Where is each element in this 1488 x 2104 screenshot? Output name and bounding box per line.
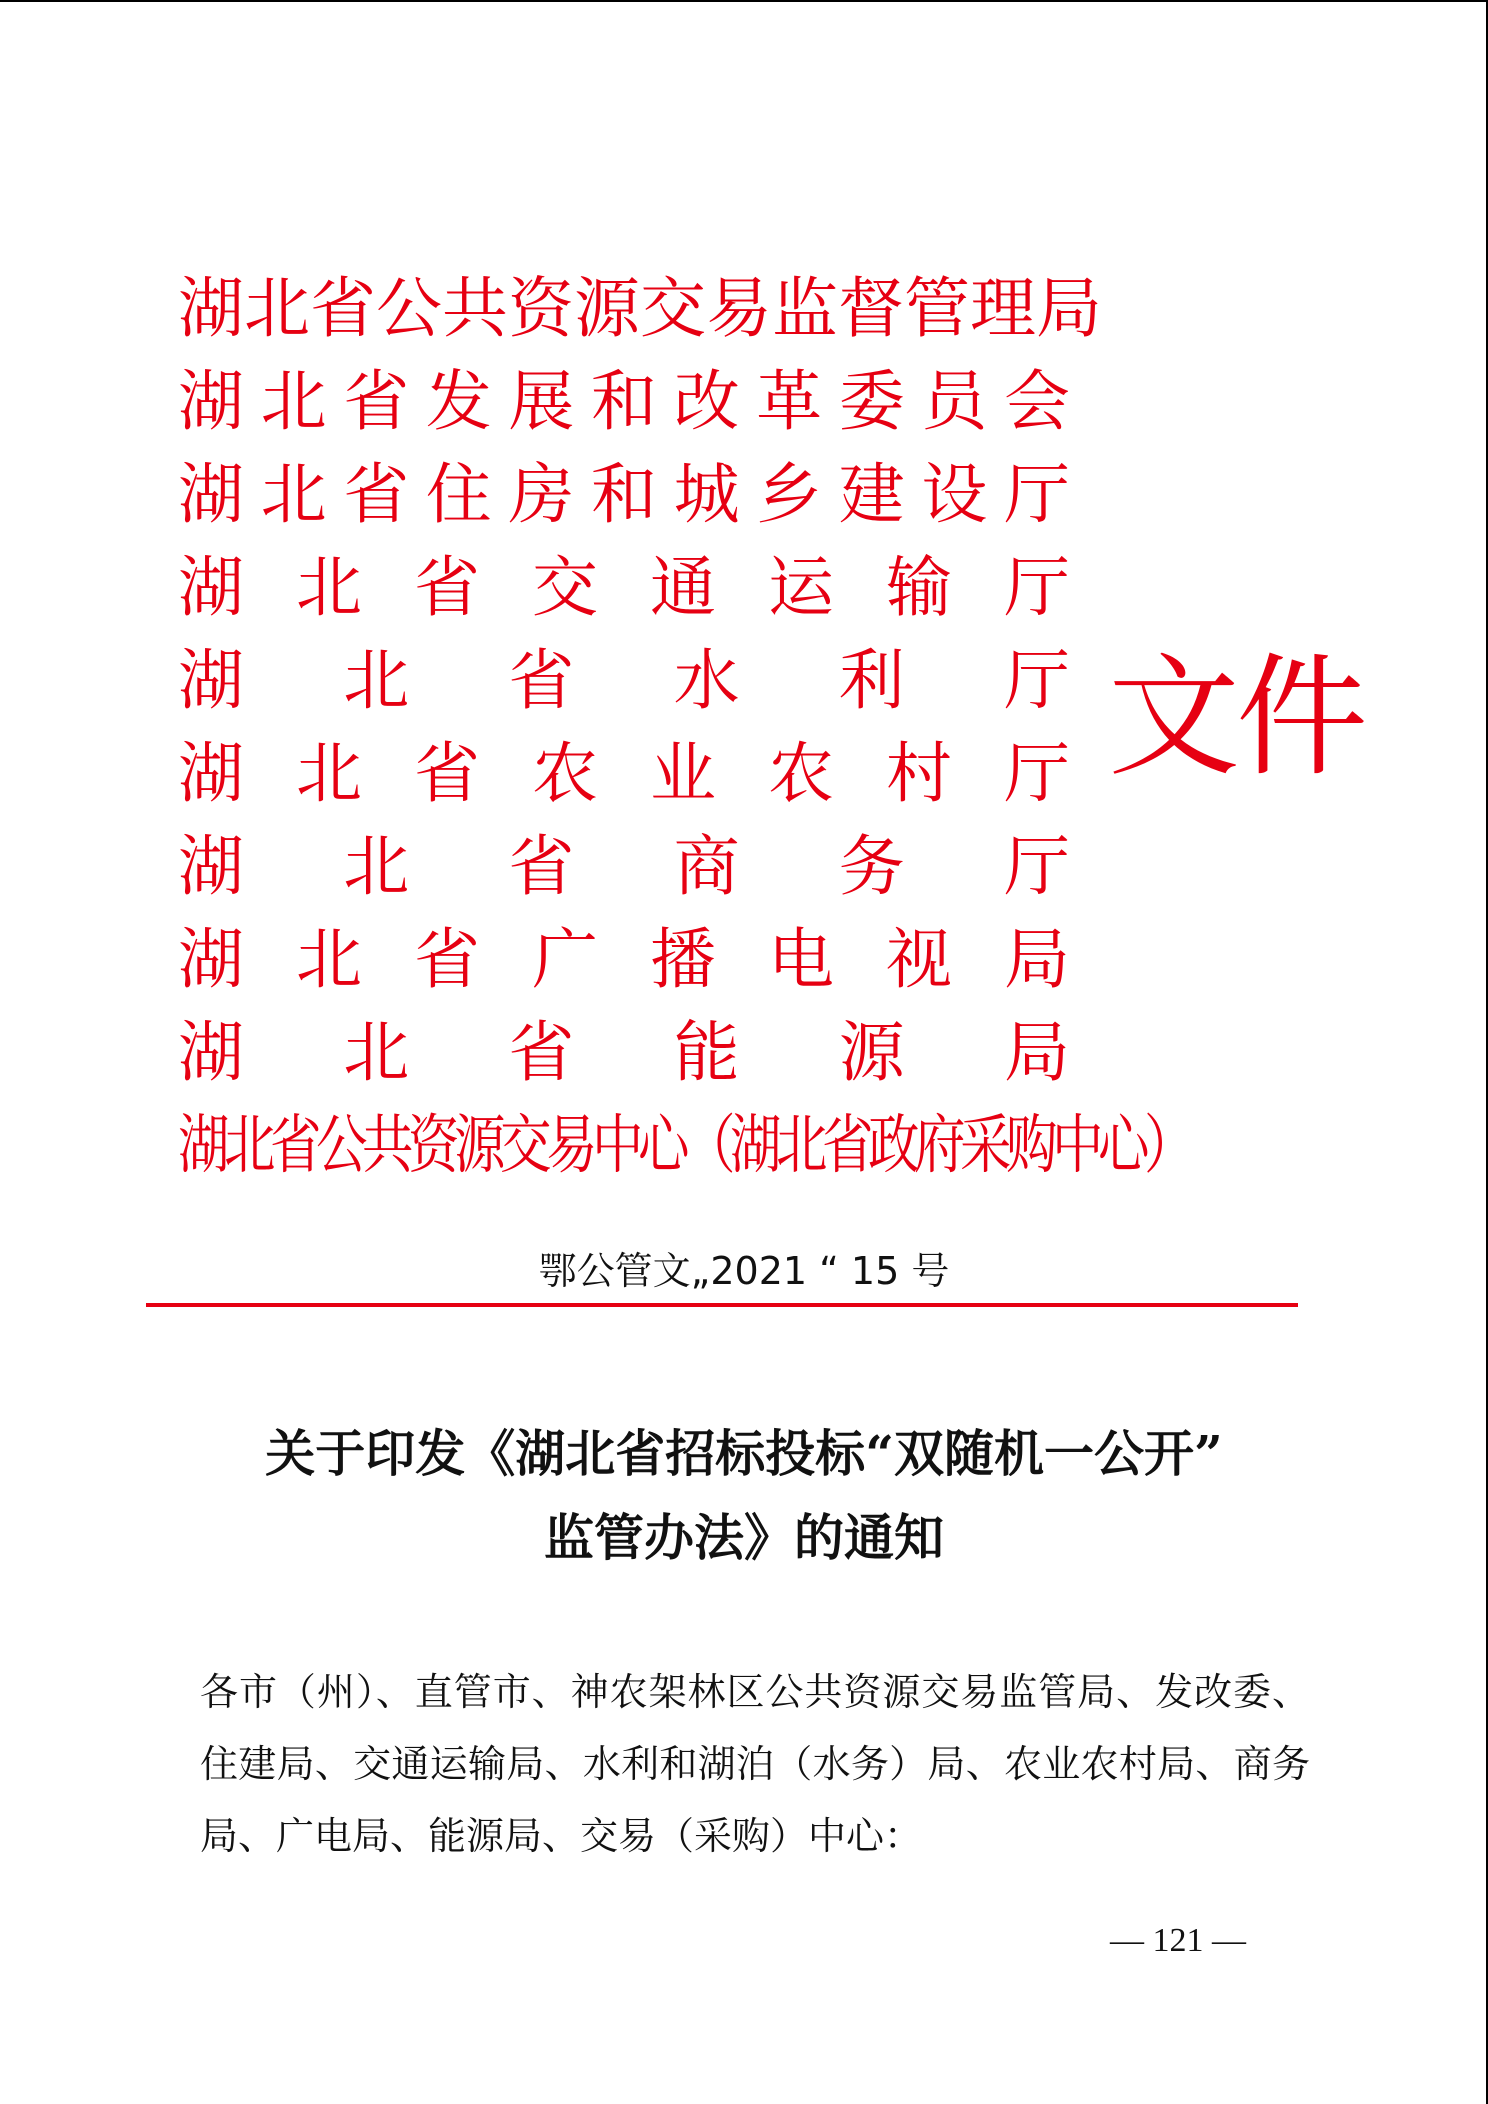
agency-char: 易 xyxy=(706,269,772,347)
document-title-line2: 监管办法》的通知 xyxy=(544,1508,944,1567)
agency-char: 省 xyxy=(310,269,376,347)
agency-char: 湖 xyxy=(178,1013,244,1091)
agency-char: 交 xyxy=(640,269,706,347)
agency-char: 会 xyxy=(1003,362,1070,440)
agency-char: 湖 xyxy=(178,734,244,812)
agency-char: 北 xyxy=(343,827,410,905)
agency-char: 北 xyxy=(296,548,362,626)
agency-char: 务 xyxy=(838,827,905,905)
agency-char: 北 xyxy=(260,362,327,440)
agency-char: 运 xyxy=(768,548,834,626)
agency-char: 北 xyxy=(343,641,410,719)
agency-char: 局 xyxy=(1004,920,1070,998)
agency-char: 视 xyxy=(886,920,952,998)
agency-char: 湖 xyxy=(178,827,244,905)
agency-char: 北 xyxy=(343,1013,410,1091)
agency-char: 源 xyxy=(574,269,640,347)
agency-char: 商 xyxy=(673,827,740,905)
agency-char: 厅 xyxy=(1003,641,1070,719)
agency-char: 城 xyxy=(673,455,740,533)
agency-char: 管 xyxy=(904,269,970,347)
agency-char: 共 xyxy=(442,269,508,347)
agency-char: 局 xyxy=(1003,1013,1070,1091)
agency-char: 湖 xyxy=(178,920,244,998)
agency-char: 和 xyxy=(590,362,657,440)
agency-char: 督 xyxy=(838,269,904,347)
agency-char: 厅 xyxy=(1004,734,1070,812)
agency-char: 建 xyxy=(838,455,905,533)
page-border-top xyxy=(0,0,1488,2)
agency-char: 湖 xyxy=(178,641,244,719)
agency-char: 北 xyxy=(296,920,362,998)
agency-char: 省 xyxy=(508,827,575,905)
agency-line xyxy=(178,448,1070,541)
agency-char: 省 xyxy=(414,548,480,626)
agency-char: 省 xyxy=(414,734,480,812)
agency-char: 湖 xyxy=(178,269,244,347)
agency-char: 农 xyxy=(768,734,834,812)
agency-char: 厅 xyxy=(1004,548,1070,626)
agency-char: 省 xyxy=(508,641,575,719)
agency-char: 业 xyxy=(650,734,716,812)
agency-char: 村 xyxy=(886,734,952,812)
document-title xyxy=(0,1412,1488,1580)
agency-char: 通 xyxy=(650,548,716,626)
agency-line xyxy=(178,727,1070,820)
agency-char: 源 xyxy=(838,1013,905,1091)
agency-char: 和 xyxy=(590,455,657,533)
agency-char: 湖 xyxy=(178,362,244,440)
agency-line-trading-center: 湖北省公共资源交易中心（湖北省政府采购中心） xyxy=(178,1107,1190,1183)
agency-char: 农 xyxy=(532,734,598,812)
agency-char: 北 xyxy=(260,455,327,533)
agency-line xyxy=(178,634,1070,727)
agency-char: 监 xyxy=(772,269,838,347)
agency-char: 利 xyxy=(838,641,905,719)
agency-char: 发 xyxy=(425,362,492,440)
agency-line xyxy=(178,355,1070,448)
agency-line xyxy=(178,1006,1070,1099)
agency-char: 北 xyxy=(296,734,362,812)
agency-char: 公 xyxy=(376,269,442,347)
agency-char: 省 xyxy=(343,455,410,533)
agency-char: 理 xyxy=(970,269,1036,347)
agency-char: 房 xyxy=(508,455,575,533)
agency-char: 能 xyxy=(673,1013,740,1091)
agency-char: 省 xyxy=(414,920,480,998)
agency-char: 乡 xyxy=(756,455,823,533)
page-number: — 121 — xyxy=(1110,1922,1246,1959)
agency-char: 委 xyxy=(838,362,905,440)
agency-char: 住 xyxy=(425,455,492,533)
agency-char: 员 xyxy=(921,362,988,440)
agency-char: 资 xyxy=(508,269,574,347)
agency-char: 展 xyxy=(508,362,575,440)
agency-char: 设 xyxy=(921,455,988,533)
document-title-line1: 关于印发《湖北省招标投标“双随机一公开” xyxy=(265,1424,1223,1483)
agency-char: 省 xyxy=(508,1013,575,1091)
agency-char: 湖 xyxy=(178,548,244,626)
agency-line xyxy=(178,262,1102,355)
red-separator-line xyxy=(146,1303,1298,1307)
agency-char: 湖 xyxy=(178,455,244,533)
agency-char: 交 xyxy=(532,548,598,626)
agency-line xyxy=(178,541,1070,634)
agency-char: 厅 xyxy=(1003,827,1070,905)
document-number: 鄂公管文„2021 “ 15 号 xyxy=(538,1249,950,1293)
issuing-agencies xyxy=(178,262,1190,1192)
document-type-label: 文件 xyxy=(1108,641,1364,795)
agency-line xyxy=(178,913,1070,1006)
agency-char: 电 xyxy=(768,920,834,998)
agency-line xyxy=(178,820,1070,913)
agency-char: 播 xyxy=(650,920,716,998)
agency-char: 改 xyxy=(673,362,740,440)
agency-char: 厅 xyxy=(1003,455,1070,533)
agency-char: 局 xyxy=(1036,269,1102,347)
agency-char: 北 xyxy=(244,269,310,347)
recipients-paragraph: 各市（州）、直管市、神农架林区公共资源交易监管局、发改委、住建局、交通运输局、水利和湖泊（水务）局、农业农村局、商务局、广电局、能源局、交易（采购）中心： xyxy=(200,1670,1310,1858)
agency-char: 广 xyxy=(532,920,598,998)
agency-char: 水 xyxy=(673,641,740,719)
agency-char: 输 xyxy=(886,548,952,626)
agency-char: 革 xyxy=(756,362,823,440)
agency-char: 省 xyxy=(343,362,410,440)
